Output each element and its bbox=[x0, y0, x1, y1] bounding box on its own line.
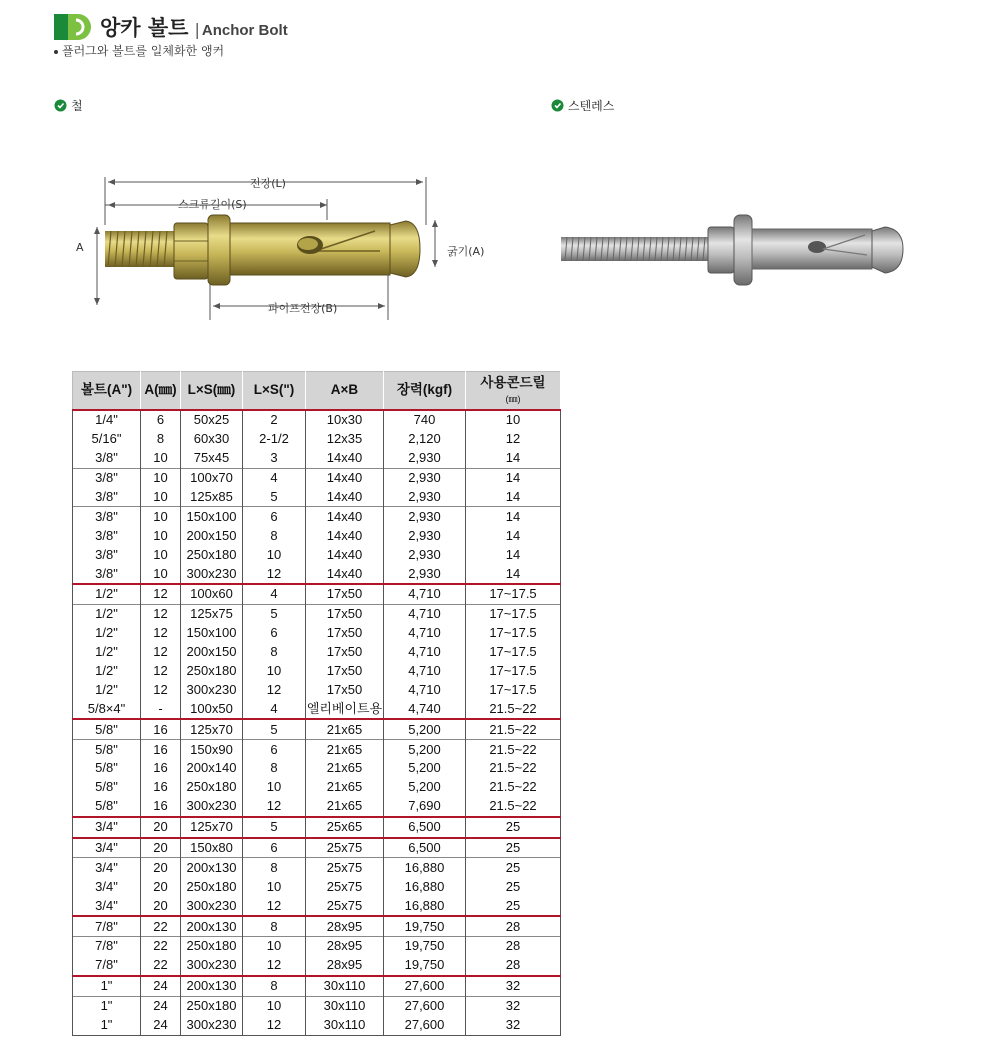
cell-a-mm: 22 bbox=[141, 916, 181, 936]
cell-tension: 27,600 bbox=[384, 996, 466, 1015]
cell-ls-inch: 3 bbox=[243, 449, 306, 468]
table-row bbox=[73, 896, 561, 916]
cell-tension: 2,930 bbox=[384, 507, 466, 526]
cell-ls-inch: 6 bbox=[243, 624, 306, 643]
cell-axb: 25x75 bbox=[306, 877, 384, 896]
cell-axb: 17x50 bbox=[306, 624, 384, 643]
cell-ls-mm: 125x85 bbox=[181, 488, 243, 507]
material-iron-label: 철 bbox=[71, 99, 83, 113]
cell-tension: 4,710 bbox=[384, 680, 466, 699]
material-stainless-label: 스텐레스 bbox=[568, 99, 615, 113]
cell-drill: 25 bbox=[466, 896, 561, 916]
cell-a-mm: 8 bbox=[141, 430, 181, 449]
cell-drill: 17~17.5 bbox=[466, 624, 561, 643]
cell-bolt: 5/16" bbox=[73, 430, 141, 449]
cell-ls-mm: 50x25 bbox=[181, 410, 243, 430]
cell-bolt: 1" bbox=[73, 976, 141, 996]
cell-bolt: 1/4" bbox=[73, 410, 141, 430]
cell-tension: 5,200 bbox=[384, 778, 466, 797]
cell-bolt: 1/2" bbox=[73, 624, 141, 643]
cell-a-mm: 24 bbox=[141, 1016, 181, 1035]
cell-axb: 17x50 bbox=[306, 584, 384, 604]
table-row bbox=[73, 740, 561, 759]
cell-bolt: 5/8" bbox=[73, 797, 141, 817]
cell-ls-mm: 300x230 bbox=[181, 896, 243, 916]
table-row bbox=[73, 976, 561, 996]
cell-bolt: 7/8" bbox=[73, 937, 141, 956]
washer bbox=[208, 215, 230, 285]
hex-nut bbox=[174, 223, 208, 279]
cell-bolt: 5/8" bbox=[73, 740, 141, 759]
table-row bbox=[73, 624, 561, 643]
table-row bbox=[73, 604, 561, 623]
cell-axb: 14x40 bbox=[306, 545, 384, 564]
cell-ls-mm: 300x230 bbox=[181, 680, 243, 699]
cell-tension: 16,880 bbox=[384, 877, 466, 896]
title-separator: | bbox=[194, 20, 200, 39]
col-drill-unit: (㎜) bbox=[505, 393, 521, 404]
cell-ls-inch: 12 bbox=[243, 564, 306, 584]
circle-arrow-icon bbox=[551, 99, 564, 112]
cell-bolt: 3/8" bbox=[73, 545, 141, 564]
cell-a-mm: 12 bbox=[141, 680, 181, 699]
cell-drill: 14 bbox=[466, 449, 561, 468]
table-row bbox=[73, 468, 561, 487]
cell-drill: 32 bbox=[466, 996, 561, 1015]
cell-drill: 12 bbox=[466, 430, 561, 449]
cell-a-mm: 20 bbox=[141, 858, 181, 877]
cell-tension: 19,750 bbox=[384, 916, 466, 936]
cell-a-mm: 20 bbox=[141, 817, 181, 838]
cell-a-mm: 16 bbox=[141, 759, 181, 778]
table-row bbox=[73, 564, 561, 584]
table-row bbox=[73, 507, 561, 526]
cell-bolt: 3/8" bbox=[73, 564, 141, 584]
cell-ls-inch: 10 bbox=[243, 778, 306, 797]
cell-a-mm: 16 bbox=[141, 740, 181, 759]
cell-ls-mm: 125x75 bbox=[181, 604, 243, 623]
cell-ls-inch: 5 bbox=[243, 817, 306, 838]
cell-drill: 21.5~22 bbox=[466, 699, 561, 719]
table-row bbox=[73, 877, 561, 896]
cell-ls-mm: 200x130 bbox=[181, 916, 243, 936]
cell-drill: 28 bbox=[466, 937, 561, 956]
cell-bolt: 3/8" bbox=[73, 449, 141, 468]
cell-ls-inch: 8 bbox=[243, 858, 306, 877]
cell-drill: 21.5~22 bbox=[466, 740, 561, 759]
cell-a-mm: 10 bbox=[141, 526, 181, 545]
cell-drill: 32 bbox=[466, 976, 561, 996]
table-row bbox=[73, 937, 561, 956]
cell-ls-mm: 300x230 bbox=[181, 956, 243, 976]
cell-a-mm: 16 bbox=[141, 797, 181, 817]
cell-axb: 21x65 bbox=[306, 719, 384, 739]
cell-drill: 14 bbox=[466, 488, 561, 507]
cell-ls-mm: 250x180 bbox=[181, 545, 243, 564]
table-row bbox=[73, 1016, 561, 1035]
cell-ls-inch: 6 bbox=[243, 838, 306, 858]
cell-ls-inch: 12 bbox=[243, 680, 306, 699]
cell-tension: 4,710 bbox=[384, 643, 466, 662]
cell-drill: 25 bbox=[466, 817, 561, 838]
cell-ls-inch: 10 bbox=[243, 545, 306, 564]
table-row bbox=[73, 916, 561, 936]
cell-ls-inch: 12 bbox=[243, 896, 306, 916]
cell-bolt: 5/8" bbox=[73, 719, 141, 739]
cell-tension: 2,930 bbox=[384, 564, 466, 584]
col-drill bbox=[466, 372, 561, 411]
cell-a-mm: 24 bbox=[141, 996, 181, 1015]
cone-nut bbox=[390, 221, 420, 277]
cell-tension: 5,200 bbox=[384, 719, 466, 739]
cell-bolt: 1/2" bbox=[73, 680, 141, 699]
cell-ls-mm: 200x150 bbox=[181, 643, 243, 662]
cell-ls-inch: 4 bbox=[243, 699, 306, 719]
cell-axb: 25x75 bbox=[306, 896, 384, 916]
cell-tension: 2,930 bbox=[384, 449, 466, 468]
cell-a-mm: 16 bbox=[141, 778, 181, 797]
cell-axb: 17x50 bbox=[306, 643, 384, 662]
cell-drill: 21.5~22 bbox=[466, 759, 561, 778]
cell-tension: 5,200 bbox=[384, 759, 466, 778]
cell-tension: 2,930 bbox=[384, 545, 466, 564]
cell-drill: 14 bbox=[466, 468, 561, 487]
cell-axb: 25x75 bbox=[306, 838, 384, 858]
cell-axb: 14x40 bbox=[306, 468, 384, 487]
cell-axb: 12x35 bbox=[306, 430, 384, 449]
cell-ls-mm: 250x180 bbox=[181, 937, 243, 956]
cell-tension: 6,500 bbox=[384, 817, 466, 838]
cell-tension: 16,880 bbox=[384, 896, 466, 916]
cell-tension: 7,690 bbox=[384, 797, 466, 817]
cell-tension: 4,710 bbox=[384, 604, 466, 623]
cell-axb: 21x65 bbox=[306, 797, 384, 817]
cell-ls-mm: 60x30 bbox=[181, 430, 243, 449]
col-axb: A×B bbox=[306, 372, 384, 411]
table-row bbox=[73, 643, 561, 662]
cell-axb: 25x65 bbox=[306, 817, 384, 838]
cell-tension: 4,710 bbox=[384, 662, 466, 681]
cell-drill: 10 bbox=[466, 410, 561, 430]
cell-bolt: 3/4" bbox=[73, 858, 141, 877]
col-a-mm: A(㎜) bbox=[141, 372, 181, 411]
cell-ls-mm: 125x70 bbox=[181, 817, 243, 838]
cell-axb: 14x40 bbox=[306, 564, 384, 584]
cell-tension: 6,500 bbox=[384, 838, 466, 858]
cell-drill: 14 bbox=[466, 526, 561, 545]
table-row bbox=[73, 699, 561, 719]
cell-axb: 28x95 bbox=[306, 937, 384, 956]
subtitle bbox=[54, 42, 224, 59]
cell-bolt: 3/8" bbox=[73, 468, 141, 487]
cell-ls-mm: 250x180 bbox=[181, 662, 243, 681]
cell-a-mm: - bbox=[141, 699, 181, 719]
cell-ls-mm: 125x70 bbox=[181, 719, 243, 739]
cell-drill: 17~17.5 bbox=[466, 604, 561, 623]
cell-bolt: 3/4" bbox=[73, 877, 141, 896]
cell-ls-inch: 10 bbox=[243, 662, 306, 681]
cell-drill: 17~17.5 bbox=[466, 662, 561, 681]
table-row bbox=[73, 449, 561, 468]
cell-ls-mm: 150x100 bbox=[181, 507, 243, 526]
cell-ls-inch: 2 bbox=[243, 410, 306, 430]
cell-tension: 2,930 bbox=[384, 488, 466, 507]
cell-ls-inch: 5 bbox=[243, 719, 306, 739]
cell-ls-mm: 250x180 bbox=[181, 778, 243, 797]
cell-a-mm: 20 bbox=[141, 896, 181, 916]
cell-a-mm: 20 bbox=[141, 877, 181, 896]
cell-bolt: 3/8" bbox=[73, 507, 141, 526]
col-drill-label: 사용콘드릴 bbox=[480, 374, 546, 390]
cell-ls-inch: 5 bbox=[243, 488, 306, 507]
cell-drill: 14 bbox=[466, 564, 561, 584]
cell-a-mm: 10 bbox=[141, 545, 181, 564]
cell-ls-inch: 12 bbox=[243, 1016, 306, 1035]
cell-axb: 14x40 bbox=[306, 488, 384, 507]
col-bolt: 볼트(A") bbox=[73, 372, 141, 411]
cell-axb: 17x50 bbox=[306, 662, 384, 681]
cell-bolt: 1/2" bbox=[73, 662, 141, 681]
cell-ls-mm: 150x100 bbox=[181, 624, 243, 643]
cell-tension: 2,930 bbox=[384, 468, 466, 487]
cell-axb: 21x65 bbox=[306, 759, 384, 778]
cell-bolt: 7/8" bbox=[73, 916, 141, 936]
material-iron bbox=[54, 97, 83, 114]
table-row bbox=[73, 778, 561, 797]
cell-ls-inch: 8 bbox=[243, 976, 306, 996]
cell-drill: 25 bbox=[466, 838, 561, 858]
table-row bbox=[73, 430, 561, 449]
table-row bbox=[73, 838, 561, 858]
total-length-label: 전장(L) bbox=[250, 177, 286, 190]
cell-axb: 28x95 bbox=[306, 956, 384, 976]
cell-ls-mm: 200x130 bbox=[181, 976, 243, 996]
table-row bbox=[73, 545, 561, 564]
company-logo-icon bbox=[54, 14, 94, 40]
cell-bolt: 1" bbox=[73, 996, 141, 1015]
cell-bolt: 3/4" bbox=[73, 896, 141, 916]
table-row bbox=[73, 719, 561, 739]
col-ls-inch: L×S(") bbox=[243, 372, 306, 411]
cell-tension: 2,930 bbox=[384, 526, 466, 545]
cell-bolt: 1" bbox=[73, 1016, 141, 1035]
cell-bolt: 5/8" bbox=[73, 759, 141, 778]
cell-ls-inch: 2-1/2 bbox=[243, 430, 306, 449]
cell-a-mm: 10 bbox=[141, 449, 181, 468]
cell-bolt: 3/8" bbox=[73, 488, 141, 507]
cell-a-mm: 22 bbox=[141, 956, 181, 976]
cell-ls-inch: 8 bbox=[243, 643, 306, 662]
table-row bbox=[73, 526, 561, 545]
col-tension: 장력(kgf) bbox=[384, 372, 466, 411]
cell-ls-mm: 200x140 bbox=[181, 759, 243, 778]
cell-drill: 25 bbox=[466, 877, 561, 896]
cell-drill: 25 bbox=[466, 858, 561, 877]
cell-a-mm: 10 bbox=[141, 564, 181, 584]
cell-a-mm: 24 bbox=[141, 976, 181, 996]
cell-a-mm: 12 bbox=[141, 662, 181, 681]
cell-axb: 14x40 bbox=[306, 526, 384, 545]
cell-ls-inch: 6 bbox=[243, 507, 306, 526]
cell-axb: 17x50 bbox=[306, 680, 384, 699]
cell-ls-mm: 150x80 bbox=[181, 838, 243, 858]
cell-ls-inch: 8 bbox=[243, 916, 306, 936]
cell-drill: 17~17.5 bbox=[466, 643, 561, 662]
cell-ls-mm: 75x45 bbox=[181, 449, 243, 468]
cell-ls-mm: 100x60 bbox=[181, 584, 243, 604]
table-header-row bbox=[73, 372, 561, 411]
cell-axb: 엘리베이트용 bbox=[306, 699, 384, 719]
table-row bbox=[73, 956, 561, 976]
cell-tension: 740 bbox=[384, 410, 466, 430]
cell-ls-mm: 100x50 bbox=[181, 699, 243, 719]
cell-ls-inch: 10 bbox=[243, 996, 306, 1015]
cell-drill: 21.5~22 bbox=[466, 719, 561, 739]
cell-ls-mm: 150x90 bbox=[181, 740, 243, 759]
page-title bbox=[100, 12, 288, 42]
cell-drill: 21.5~22 bbox=[466, 778, 561, 797]
title-english: Anchor Bolt bbox=[201, 22, 288, 39]
bullet-icon bbox=[54, 50, 58, 54]
cell-ls-mm: 300x230 bbox=[181, 1016, 243, 1035]
cell-bolt: 1/2" bbox=[73, 643, 141, 662]
cell-axb: 14x40 bbox=[306, 507, 384, 526]
cell-drill: 14 bbox=[466, 545, 561, 564]
cell-ls-inch: 5 bbox=[243, 604, 306, 623]
cell-axb: 28x95 bbox=[306, 916, 384, 936]
circle-arrow-icon bbox=[54, 99, 67, 112]
cell-a-mm: 12 bbox=[141, 624, 181, 643]
cell-tension: 27,600 bbox=[384, 976, 466, 996]
cell-a-mm: 12 bbox=[141, 604, 181, 623]
cell-axb: 30x110 bbox=[306, 996, 384, 1015]
pipe-length-label: 파이프전장(B) bbox=[268, 302, 338, 315]
table-row bbox=[73, 759, 561, 778]
cell-tension: 4,740 bbox=[384, 699, 466, 719]
cell-drill: 32 bbox=[466, 1016, 561, 1035]
cell-a-mm: 12 bbox=[141, 643, 181, 662]
cell-ls-inch: 8 bbox=[243, 759, 306, 778]
cell-ls-mm: 200x130 bbox=[181, 858, 243, 877]
cell-ls-mm: 250x180 bbox=[181, 877, 243, 896]
cell-a-mm: 16 bbox=[141, 719, 181, 739]
subtitle-text: 플러그와 볼트를 일체화한 앵커 bbox=[62, 44, 225, 58]
table-row bbox=[73, 584, 561, 604]
cell-tension: 16,880 bbox=[384, 858, 466, 877]
cell-bolt: 1/2" bbox=[73, 604, 141, 623]
table-row bbox=[73, 797, 561, 817]
cell-ls-mm: 300x230 bbox=[181, 797, 243, 817]
cell-axb: 21x65 bbox=[306, 740, 384, 759]
spec-table bbox=[72, 371, 561, 1036]
cell-tension: 19,750 bbox=[384, 956, 466, 976]
cell-bolt: 5/8×4" bbox=[73, 699, 141, 719]
table-row bbox=[73, 488, 561, 507]
cell-a-mm: 6 bbox=[141, 410, 181, 430]
table-row bbox=[73, 996, 561, 1015]
screw-length-label: 스크류길이(S) bbox=[178, 198, 247, 211]
cell-a-mm: 20 bbox=[141, 838, 181, 858]
table-row bbox=[73, 410, 561, 430]
cell-bolt: 7/8" bbox=[73, 956, 141, 976]
cell-ls-inch: 12 bbox=[243, 956, 306, 976]
cell-axb: 21x65 bbox=[306, 778, 384, 797]
cell-ls-inch: 10 bbox=[243, 937, 306, 956]
stainless-anchor-bolt-image bbox=[555, 205, 910, 295]
cell-drill: 14 bbox=[466, 507, 561, 526]
cell-tension: 5,200 bbox=[384, 740, 466, 759]
cell-ls-inch: 12 bbox=[243, 797, 306, 817]
cell-ls-inch: 6 bbox=[243, 740, 306, 759]
cell-a-mm: 12 bbox=[141, 584, 181, 604]
col-ls-mm: L×S(㎜) bbox=[181, 372, 243, 411]
cell-bolt: 1/2" bbox=[73, 584, 141, 604]
cell-ls-inch: 4 bbox=[243, 468, 306, 487]
cell-tension: 27,600 bbox=[384, 1016, 466, 1035]
cell-tension: 19,750 bbox=[384, 937, 466, 956]
cell-bolt: 5/8" bbox=[73, 778, 141, 797]
table-row bbox=[73, 858, 561, 877]
material-stainless bbox=[551, 97, 614, 114]
cell-ls-mm: 100x70 bbox=[181, 468, 243, 487]
table-row bbox=[73, 817, 561, 838]
cell-tension: 4,710 bbox=[384, 584, 466, 604]
cell-axb: 30x110 bbox=[306, 1016, 384, 1035]
cell-drill: 21.5~22 bbox=[466, 797, 561, 817]
cell-a-mm: 10 bbox=[141, 468, 181, 487]
cell-a-mm: 10 bbox=[141, 488, 181, 507]
title-korean: 앙카 볼트 bbox=[100, 16, 189, 40]
a-label: A bbox=[76, 241, 84, 254]
cell-ls-inch: 4 bbox=[243, 584, 306, 604]
cell-ls-mm: 200x150 bbox=[181, 526, 243, 545]
cell-axb: 17x50 bbox=[306, 604, 384, 623]
cell-drill: 17~17.5 bbox=[466, 584, 561, 604]
cell-tension: 4,710 bbox=[384, 624, 466, 643]
cell-ls-mm: 250x180 bbox=[181, 996, 243, 1015]
cell-a-mm: 22 bbox=[141, 937, 181, 956]
cell-axb: 25x75 bbox=[306, 858, 384, 877]
cell-bolt: 3/4" bbox=[73, 817, 141, 838]
cell-bolt: 3/4" bbox=[73, 838, 141, 858]
cell-tension: 2,120 bbox=[384, 430, 466, 449]
cell-drill: 17~17.5 bbox=[466, 680, 561, 699]
cell-bolt: 3/8" bbox=[73, 526, 141, 545]
cell-axb: 10x30 bbox=[306, 410, 384, 430]
cell-axb: 30x110 bbox=[306, 976, 384, 996]
cell-ls-inch: 10 bbox=[243, 877, 306, 896]
cell-ls-inch: 8 bbox=[243, 526, 306, 545]
cell-drill: 28 bbox=[466, 956, 561, 976]
table-row bbox=[73, 662, 561, 681]
cell-drill: 28 bbox=[466, 916, 561, 936]
thickness-label: 굵기(A) bbox=[447, 245, 485, 258]
table-row bbox=[73, 680, 561, 699]
cell-axb: 14x40 bbox=[306, 449, 384, 468]
cell-a-mm: 10 bbox=[141, 507, 181, 526]
cell-ls-mm: 300x230 bbox=[181, 564, 243, 584]
